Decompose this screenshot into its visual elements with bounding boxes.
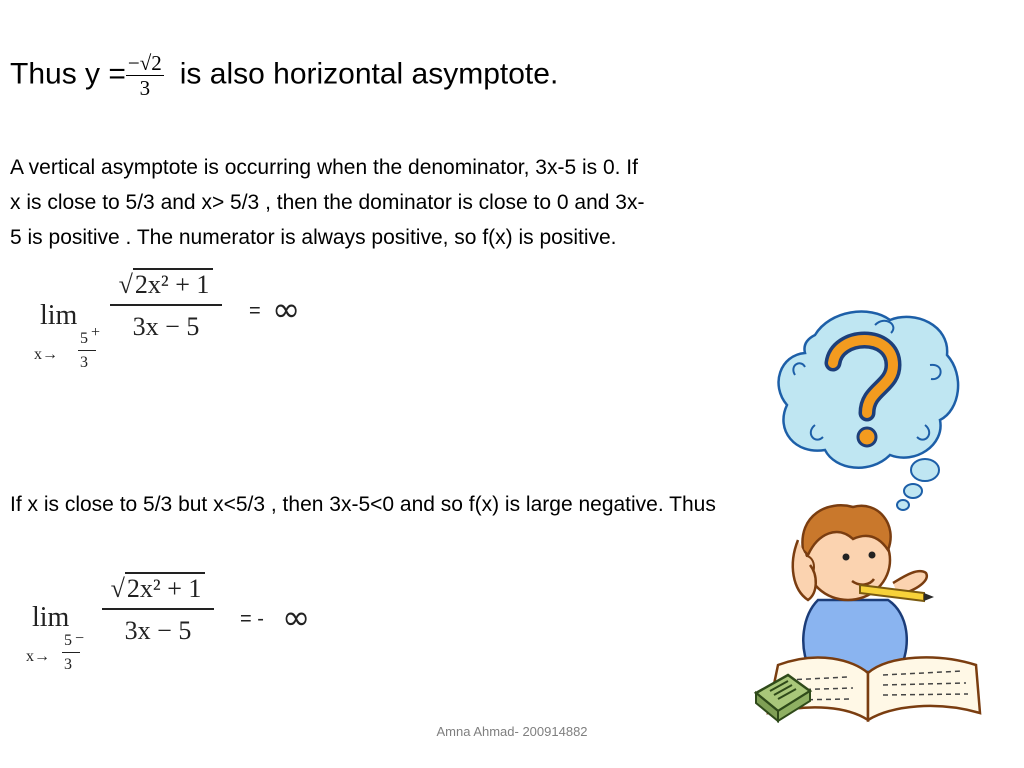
lim-approach-fraction-bar [78, 350, 96, 351]
lim-label: lim [40, 300, 78, 331]
limit-numerator [102, 572, 214, 610]
lim-approach-sign: − [75, 630, 85, 647]
limit-formula-negative [26, 572, 326, 687]
paragraph-negative-case: If x is close to 5/3 but x<5/3 , then 3x-5<0 and so f(x) is large negative. Thus [10, 493, 716, 516]
lim-approach-fraction-bar [62, 652, 80, 653]
infinity-result: ∞ [272, 290, 301, 330]
paragraph-line: A vertical asymptote is occurring when the denominator, 3x-5 is 0. If [10, 156, 638, 179]
paragraph-line: x is close to 5/3 and x> 5/3 , then the dominator is close to 0 and 3x- [10, 191, 645, 214]
paragraph-line: 5 is positive . The numerator is always positive, so f(x) is positive. [10, 226, 617, 249]
lim-approach: x→ [26, 648, 50, 665]
lim-approach-denominator: 3 [80, 354, 88, 371]
heading [10, 52, 558, 99]
lim-approach: x→ [34, 346, 58, 363]
thought-bubble-question-illustration [775, 305, 965, 515]
limit-formula-positive [34, 268, 334, 383]
equals-sign: = [249, 300, 261, 322]
limit-numerator [110, 268, 222, 306]
sqrt-symbol: √ [118, 270, 133, 299]
heading-fraction-numerator: −√2 [127, 51, 162, 75]
infinity-result: ∞ [282, 598, 311, 638]
limit-numerator-expr: 2x² + 1 [133, 268, 213, 300]
limit-fraction [110, 268, 222, 342]
lim-label: lim [32, 602, 70, 633]
heading-fraction [126, 52, 164, 99]
limit-numerator-expr: 2x² + 1 [125, 572, 205, 604]
lim-approach-numerator: 5 [64, 632, 72, 649]
lim-approach-sign: + [91, 324, 101, 341]
footer-author: Amna Ahmad- 200914882 [436, 724, 588, 739]
heading-prefix: Thus y = [10, 57, 126, 91]
equals-minus-sign: = - [240, 608, 264, 630]
limit-denominator: 3x − 5 [124, 616, 192, 645]
heading-suffix: is also horizontal asymptote. [179, 57, 559, 91]
limit-fraction [102, 572, 214, 646]
paragraph-vertical-asymptote [10, 150, 644, 255]
sqrt-symbol: √ [110, 574, 125, 603]
thinking-student-illustration [748, 495, 984, 730]
heading-fraction-denominator: 3 [139, 76, 151, 100]
lim-approach-denominator: 3 [64, 656, 72, 673]
limit-denominator: 3x − 5 [132, 312, 200, 341]
lim-approach-numerator: 5 [80, 330, 88, 347]
